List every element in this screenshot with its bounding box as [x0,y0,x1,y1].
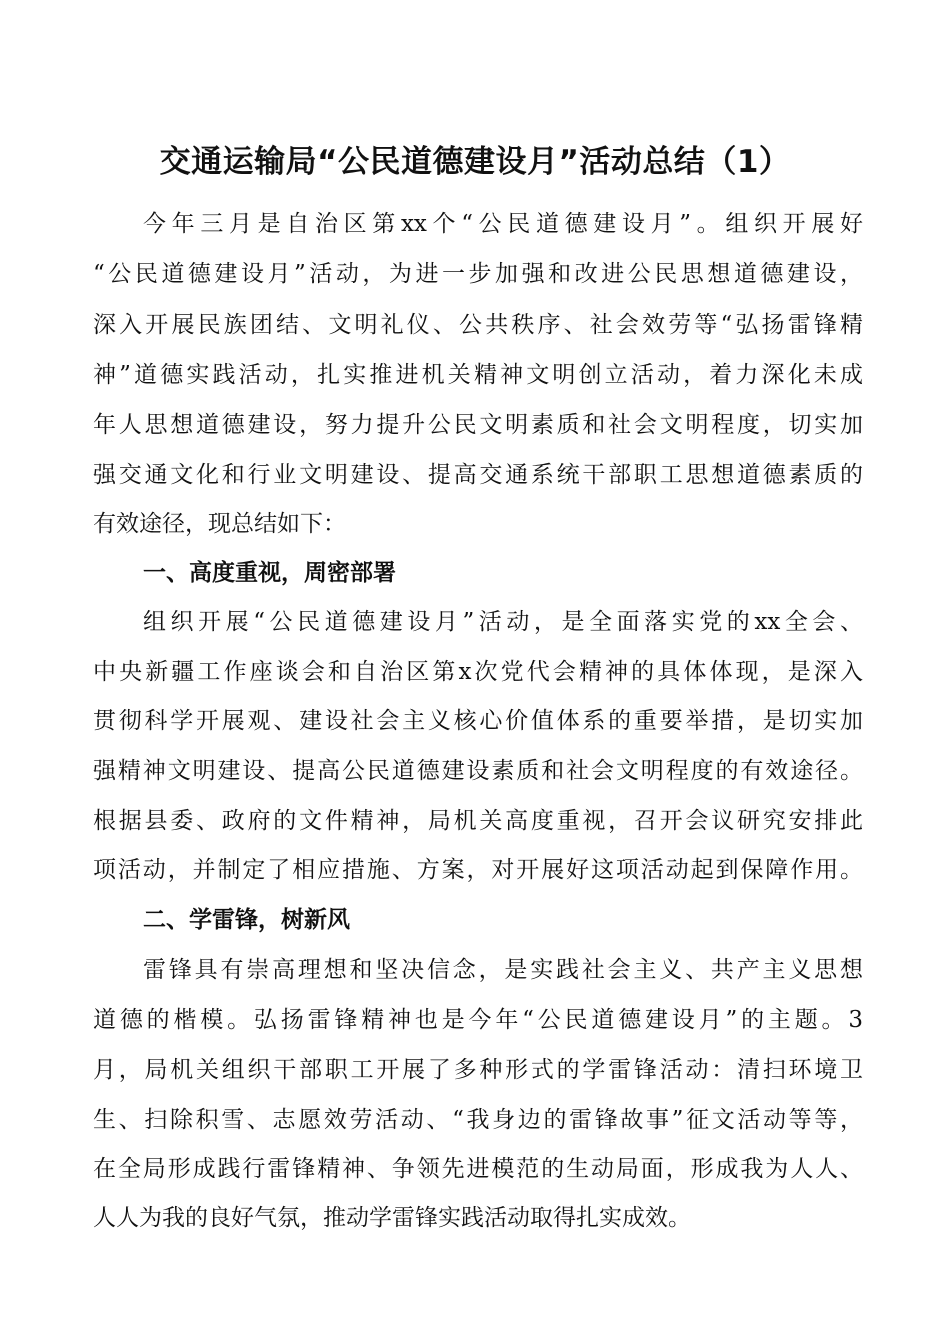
section-1-heading: 一、高度重视，周密部署 [143,560,396,586]
intro-line-6: 强交通文化和行业文明建设、提高交通系统干部职工思想道德素质的 [93,462,863,488]
intro-line-3: 深入开展民族团结、文明礼仪、公共秩序、社会效劳等“弘扬雷锋精 [93,312,863,338]
section-2-heading: 二、学雷锋，树新风 [143,907,350,933]
section-1-line-3: 贯彻科学开展观、建设社会主义核心价值体系的重要举措，是切实加 [93,708,863,734]
intro-line-7: 有效途径，现总结如下： [93,511,346,537]
document-title: 交通运输局“公民道德建设月”活动总结（1） [159,144,791,180]
section-1-line-6: 项活动，并制定了相应措施、方案，对开展好这项活动起到保障作用。 [93,857,863,883]
section-2-line-3: 月，局机关组织干部职工开展了多种形式的学雷锋活动：清扫环境卫 [93,1057,863,1083]
intro-line-4: 神”道德实践活动，扎实推进机关精神文明创立活动，着力深化未成 [93,362,863,388]
section-2-line-2: 道德的楷模。弘扬雷锋精神也是今年“公民道德建设月”的主题。3 [93,1007,863,1033]
section-2-line-1: 雷锋具有崇高理想和坚决信念，是实践社会主义、共产主义思想 [143,957,863,983]
intro-line-1: 今年三月是自治区第xx个“公民道德建设月”。组织开展好 [143,211,863,237]
section-1-line-2: 中央新疆工作座谈会和自治区第x次党代会精神的具体体现，是深入 [93,659,863,685]
intro-line-2: “公民道德建设月”活动，为进一步加强和改进公民思想道德建设， [93,261,863,287]
section-2-line-4: 生、扫除积雪、志愿效劳活动、“我身边的雷锋故事”征文活动等等， [93,1107,863,1133]
section-1-line-1: 组织开展“公民道德建设月”活动，是全面落实党的xx全会、 [143,609,863,635]
section-1-line-5: 根据县委、政府的文件精神，局机关高度重视，召开会议研究安排此 [93,808,863,834]
section-2-line-6: 人人为我的良好气氛，推动学雷锋实践活动取得扎实成效。 [93,1205,691,1231]
section-2-line-5: 在全局形成践行雷锋精神、争领先进模范的生动局面，形成我为人人、 [93,1156,863,1182]
section-1-line-4: 强精神文明建设、提高公民道德建设素质和社会文明程度的有效途径。 [93,758,863,784]
intro-line-5: 年人思想道德建设，努力提升公民文明素质和社会文明程度，切实加 [93,412,863,438]
